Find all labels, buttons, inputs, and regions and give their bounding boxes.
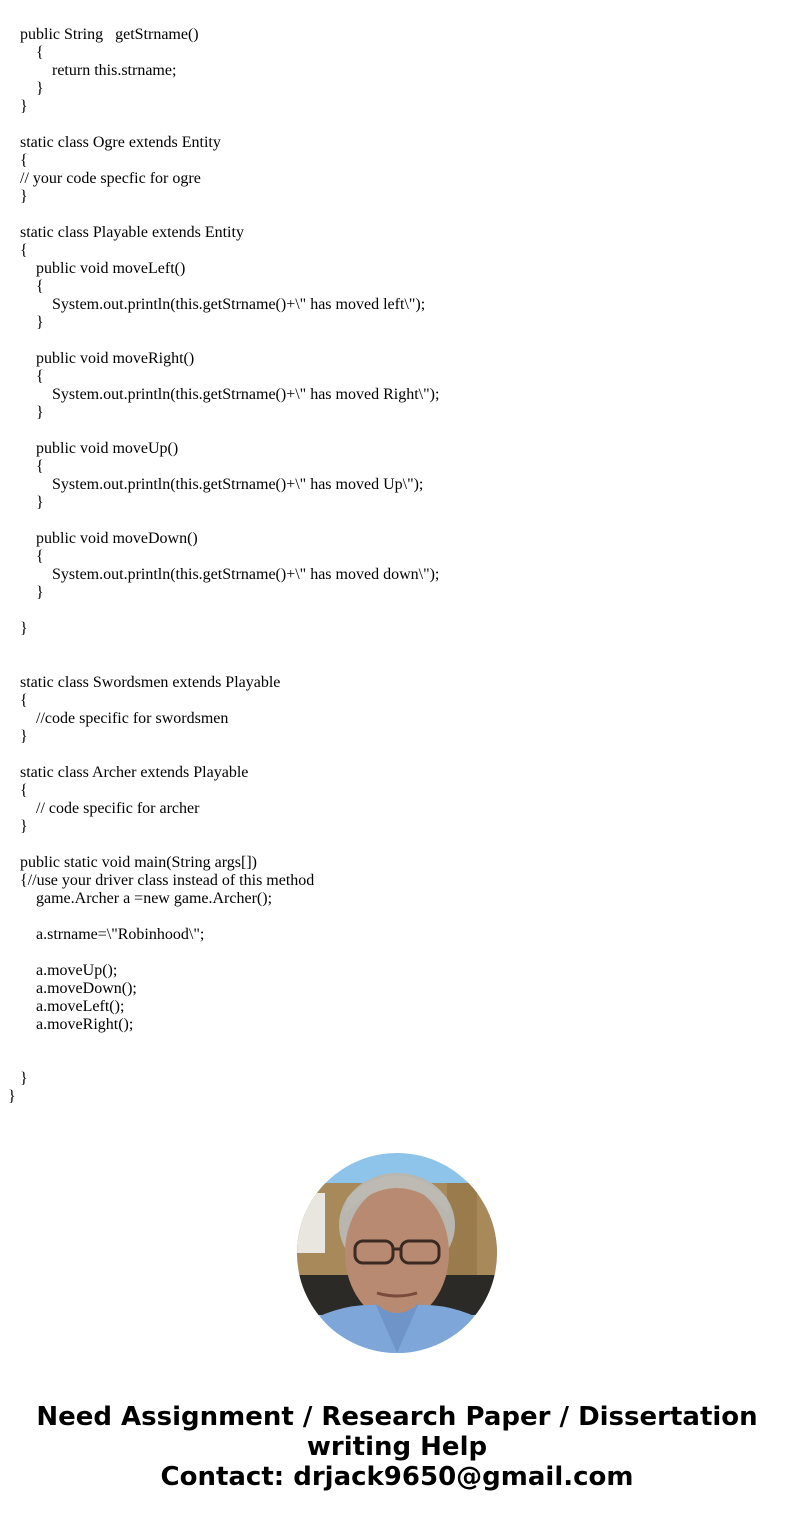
code-line	[0, 116, 794, 134]
code-line: public String getStrname()	[20, 26, 199, 43]
person-photo-icon	[297, 1153, 497, 1353]
code-line	[0, 908, 794, 926]
code-line: System.out.println(this.getStrname()+\" has moved down\");	[52, 566, 440, 583]
code-line: a.moveUp();	[36, 962, 118, 979]
code-line: {	[20, 242, 28, 259]
code-line: }	[20, 98, 28, 115]
code-line: System.out.println(this.getStrname()+\" has moved left\");	[52, 296, 426, 313]
code-line: a.moveLeft();	[36, 998, 125, 1015]
code-line: {	[36, 458, 44, 475]
code-line: a.moveDown();	[36, 980, 137, 997]
code-line: }	[20, 818, 28, 835]
banner-line-2: writing Help	[306, 1432, 488, 1462]
code-line: // your code specfic for ogre	[20, 170, 201, 187]
code-line	[0, 206, 794, 224]
code-line: }	[20, 620, 28, 637]
code-line: {	[36, 548, 44, 565]
code-line: }	[20, 188, 28, 205]
code-line: public static void main(String args[])	[20, 854, 257, 871]
code-line: public void moveUp()	[36, 440, 179, 457]
code-line: }	[36, 404, 44, 421]
code-line: {	[36, 368, 44, 385]
code-line: a.moveRight();	[36, 1016, 134, 1033]
author-avatar	[297, 1153, 497, 1353]
code-line: }	[20, 728, 28, 745]
code-line: a.strname=\"Robinhood\";	[36, 926, 205, 943]
code-line	[0, 638, 794, 656]
code-line: {	[20, 782, 28, 799]
code-line	[0, 1052, 794, 1070]
code-line: }	[20, 1070, 28, 1087]
code-line: game.Archer a =new game.Archer();	[36, 890, 273, 907]
code-line: //code specific for swordsmen	[36, 710, 229, 727]
code-line	[0, 836, 794, 854]
code-line	[0, 422, 794, 440]
code-line: static class Archer extends Playable	[20, 764, 249, 781]
code-line	[0, 1034, 794, 1052]
code-line: static class Ogre extends Entity	[20, 134, 221, 151]
code-line: }	[36, 80, 44, 97]
code-line: {	[36, 278, 44, 295]
contact-email: Contact: drjack9650@gmail.com	[160, 1462, 634, 1492]
code-line: {//use your driver class instead of this method	[20, 872, 315, 889]
code-line	[0, 512, 794, 530]
code-line: {	[20, 692, 28, 709]
code-line	[0, 746, 794, 764]
code-line	[0, 656, 794, 674]
code-line: }	[36, 494, 44, 511]
code-line: static class Playable extends Entity	[20, 224, 244, 241]
code-line: {	[20, 152, 28, 169]
code-line: {	[36, 44, 44, 61]
code-line	[0, 602, 794, 620]
code-line: System.out.println(this.getStrname()+\" has moved Up\");	[52, 476, 424, 493]
code-line: public void moveDown()	[36, 530, 198, 547]
code-line: return this.strname;	[52, 62, 177, 79]
banner-line-1: Need Assignment / Research Paper / Dissertation	[36, 1402, 758, 1432]
contact-banner	[0, 1402, 794, 1492]
code-line: // code specific for archer	[36, 800, 200, 817]
code-line: }	[8, 1088, 16, 1105]
code-line: }	[36, 584, 44, 601]
code-line: public void moveRight()	[36, 350, 195, 367]
code-line: }	[36, 314, 44, 331]
code-listing	[0, 26, 794, 1106]
code-line	[0, 944, 794, 962]
code-line: static class Swordsmen extends Playable	[20, 674, 281, 691]
code-line: System.out.println(this.getStrname()+\" has moved Right\");	[52, 386, 440, 403]
code-line	[0, 332, 794, 350]
code-line: public void moveLeft()	[36, 260, 186, 277]
